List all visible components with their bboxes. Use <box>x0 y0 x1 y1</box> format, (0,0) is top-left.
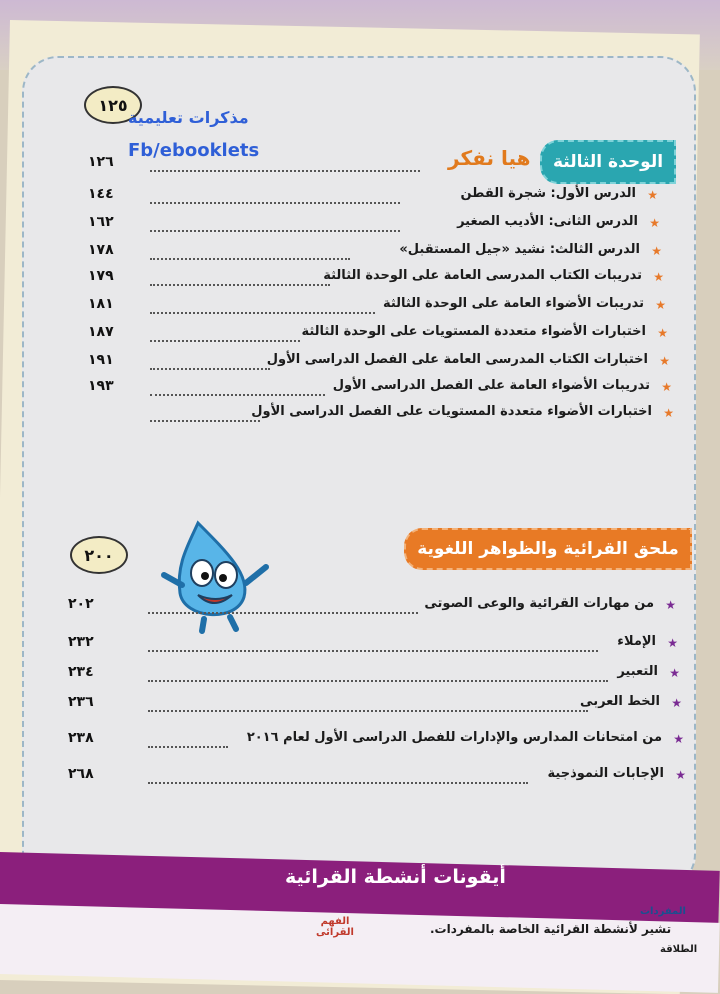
star-bullet-icon: ★ <box>669 666 680 680</box>
dot-leader <box>148 782 528 784</box>
page-ref: ١٩١ <box>88 352 114 368</box>
toc-row[interactable] <box>68 634 678 658</box>
appendix-start-page: ٢٠٠ <box>84 545 114 565</box>
dot-leader <box>150 170 420 172</box>
star-bullet-icon: ★ <box>663 406 674 420</box>
page-ref: ١٧٨ <box>88 242 114 258</box>
star-bullet-icon: ★ <box>673 732 684 746</box>
toc-item-text: اختبارات الأضواء متعددة المستويات على الوحدة الثالثة <box>301 324 646 339</box>
page-ref: ٢٣٢ <box>68 634 94 650</box>
dot-leader <box>148 710 588 712</box>
page-ref: ٢٣٨ <box>68 730 94 746</box>
unit-subtitle: هيا نفكر <box>448 146 531 170</box>
toc-item-text: تدريبات الأضواء العامة على الوحدة الثالثة <box>382 296 644 311</box>
toc-item-text: الدرس الثانى: الأديب الصغير <box>457 214 638 229</box>
star-bullet-icon: ★ <box>655 298 666 312</box>
toc-row[interactable] <box>88 404 674 428</box>
dot-leader <box>150 230 400 232</box>
toc-item-text: الإجابات النموذجية <box>547 766 664 781</box>
appendix-badge <box>404 528 692 570</box>
toc-row[interactable] <box>68 694 682 718</box>
page-ref: ٢٠٢ <box>68 596 94 612</box>
page-ref: ١٧٩ <box>88 268 114 284</box>
toc-row[interactable] <box>68 730 684 754</box>
toc-row[interactable] <box>88 324 668 348</box>
dot-leader <box>148 612 418 614</box>
appendix-page-circle <box>70 536 128 574</box>
toc-row[interactable] <box>68 766 686 790</box>
dot-leader <box>150 312 375 314</box>
unit-badge <box>540 140 676 184</box>
dot-leader <box>150 284 330 286</box>
toc-row[interactable] <box>88 186 658 210</box>
fluency-icon-label: الطلاقة <box>660 944 698 955</box>
toc-item-text: اختبارات الأضواء متعددة المستويات على الفصل الدراسى الأول <box>251 404 652 419</box>
toc-item-text: الدرس الأول: شجرة القطن <box>460 186 636 201</box>
page-ref: ٢٣٦ <box>68 694 94 710</box>
vocab-description: تشير لأنشطة القرائية الخاصة بالمفردات. <box>430 922 672 936</box>
toc-row[interactable] <box>88 268 664 292</box>
page-ref: ١٩٣ <box>88 378 114 394</box>
comprehension-icon-label: الفهم القرائى <box>316 916 354 938</box>
toc-row[interactable] <box>88 214 660 238</box>
toc-row[interactable] <box>88 242 662 266</box>
toc-item-text: الخط العربى <box>580 694 660 709</box>
page-ref: ١٨٧ <box>88 324 114 340</box>
star-bullet-icon: ★ <box>671 696 682 710</box>
page-ref: ١٦٢ <box>88 214 114 230</box>
toc-item-text: اختبارات الكتاب المدرسى العامة على الفصل الدراسى الأول <box>266 352 648 367</box>
page-ref: ٢٣٤ <box>68 664 94 680</box>
toc-row[interactable] <box>88 378 672 402</box>
star-bullet-icon: ★ <box>651 244 662 258</box>
toc-item-text: تدريبات الكتاب المدرسى العامة على الوحدة الثالثة <box>323 268 642 283</box>
watermark-fb: Fb/ebooklets <box>128 140 260 161</box>
toc-item-text: الدرس الثالث: نشيد «جيل المستقبل» <box>399 242 640 257</box>
toc-row[interactable] <box>88 352 670 376</box>
vocab-icon-label: المفردات <box>640 906 686 917</box>
toc-item-text: من امتحانات المدارس والإدارات للفصل الدراسى الأول لعام ٢٠١٦ <box>246 730 662 745</box>
toc-row[interactable] <box>88 296 666 320</box>
star-bullet-icon: ★ <box>649 216 660 230</box>
unit-start-row <box>88 154 538 178</box>
star-bullet-icon: ★ <box>653 270 664 284</box>
star-bullet-icon: ★ <box>657 326 668 340</box>
watermark-arabic: مذكرات تعليمية <box>128 108 249 127</box>
dot-leader <box>150 394 325 396</box>
dot-leader <box>150 420 260 422</box>
star-bullet-icon: ★ <box>659 354 670 368</box>
toc-item-text: من مهارات القرائية والوعى الصوتى <box>424 596 654 611</box>
star-bullet-icon: ★ <box>665 598 676 612</box>
star-bullet-icon: ★ <box>661 380 672 394</box>
dot-leader <box>150 202 400 204</box>
icons-banner-title: أيقونات أنشطة القرائية <box>285 866 506 888</box>
page-ref: ١٤٤ <box>88 186 114 202</box>
star-bullet-icon: ★ <box>647 188 658 202</box>
dot-leader <box>150 258 350 260</box>
page-ref: ٢٦٨ <box>68 766 94 782</box>
toc-row[interactable] <box>68 664 680 688</box>
toc-item-text: تدريبات الأضواء العامة على الفصل الدراسى الأول <box>332 378 650 393</box>
dot-leader <box>148 680 608 682</box>
unit-badge-label: الوحدة الثالثة <box>552 152 664 172</box>
page-number: ١٢٥ <box>98 95 128 115</box>
toc-row[interactable] <box>68 596 676 620</box>
star-bullet-icon: ★ <box>675 768 686 782</box>
dot-leader <box>148 650 598 652</box>
dot-leader <box>150 340 300 342</box>
page-ref: ١٢٦ <box>88 154 114 170</box>
page-ref: ١٨١ <box>88 296 114 312</box>
star-bullet-icon: ★ <box>667 636 678 650</box>
appendix-badge-label: ملحق القرائية والظواهر اللغوية <box>417 539 679 559</box>
toc-item-text: التعبير <box>617 664 658 679</box>
dot-leader <box>150 368 270 370</box>
toc-item-text: الإملاء <box>617 634 656 649</box>
dot-leader <box>148 746 228 748</box>
